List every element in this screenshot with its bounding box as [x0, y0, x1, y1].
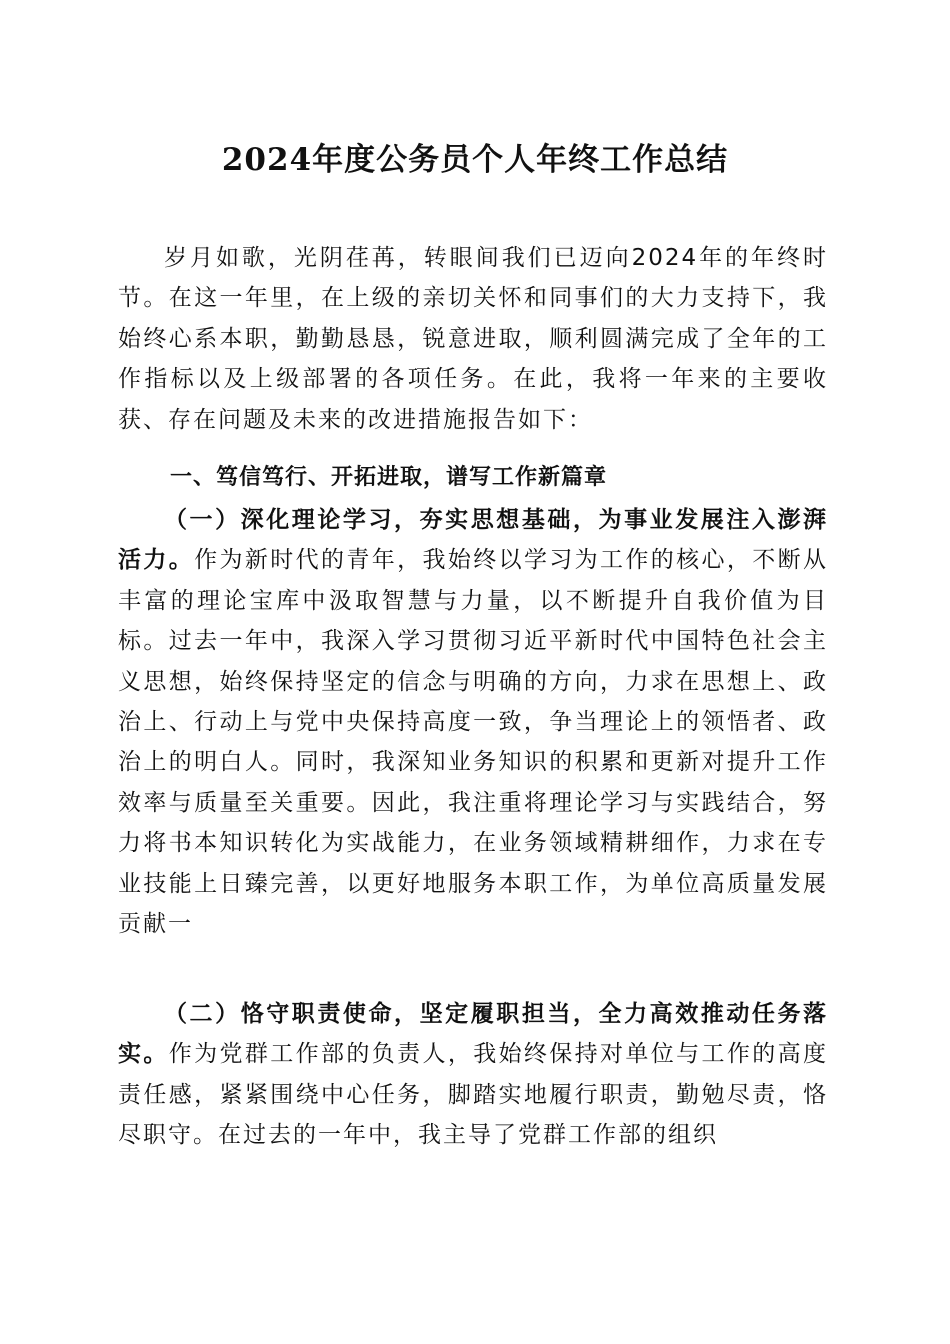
paragraph-duty-lead: （二）恪守职责使命，坚定履职担当，全力高效推动任务落实。 [118, 1001, 828, 1068]
paragraph-duty [118, 994, 828, 1156]
paragraph-duty-text: 作为党群工作部的负责人，我始终保持对单位与工作的高度责任感，紧紧围绕中心任务，脚踏实地履行职责，勤勉尽责，恪尽职守。在过去的一年中，我主导了党群工作部的组织 [118, 1041, 829, 1149]
paragraph-study-text: 作为新时代的青年，我始终以学习为工作的核心，不断从丰富的理论宝库中汲取智慧与力量，以不断提升自我价值为目标。过去一年中，我深入学习贯彻习近平新时代中国特色社会主义思想，始终保持坚定的信念与明确的方向，力求在思想上、政治上、行动上与党中央保持高度一致，争当理论上的领悟者、政治上的明白人。同时，我深知业务知识的积累和更新对提升工作效率与质量至关重要。因此，我注重将理论学习与实践结合，努力将书本知识转化为实战能力，在业务领域精耕细作，力求在专业技能上日臻完善，以更好地服务本职工作，为单位高质量发展贡献一 [118, 547, 829, 938]
section-heading-1: 一、笃信笃行、开拓进取，谱写工作新篇章 [170, 465, 608, 490]
document-title: 2024年度公务员个人年终工作总结 [221, 142, 729, 178]
paragraph-intro [118, 238, 828, 440]
paragraph-study [118, 500, 828, 944]
paragraph-intro-text: 岁月如歌，光阴荏苒，转眼间我们已迈向2024年的年终时节。在这一年里，在上级的亲切关怀和同事们的大力支持下，我始终心系本职，勤勤恳恳，锐意进取，顺利圆满完成了全年的工作指标以及上级部署的各项任务。在此，我将一年来的主要收获、存在问题及未来的改进措施报告如下： [118, 245, 828, 433]
paragraph-study-lead: （一）深化理论学习，夯实思想基础，为事业发展注入澎湃活力。 [118, 507, 828, 574]
